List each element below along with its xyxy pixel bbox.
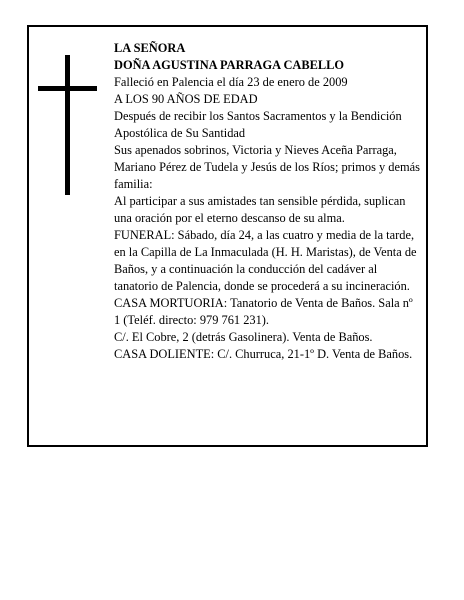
sacraments-paragraph: Después de recibir los Santos Sacramentos y la Bendición Apostólica de Su Santidad: [114, 109, 402, 140]
death-date-line: Falleció en Palencia el día 23 de enero de 2009: [114, 75, 348, 89]
request-paragraph: Al participar a sus amistades tan sensible pérdida, suplican una oración por el eterno descanso de su alma.: [114, 194, 406, 225]
heading-title: LA SEÑORA: [114, 41, 186, 55]
mourning-house-paragraph: CASA DOLIENTE: C/. Churruca, 21-1º D. Venta de Baños.: [114, 347, 413, 361]
obituary-text: [114, 40, 422, 363]
address-paragraph: C/. El Cobre, 2 (detrás Gasolinera). Venta de Baños.: [114, 330, 373, 344]
deceased-name: DOÑA AGUSTINA PARRAGA CABELLO: [114, 58, 345, 72]
age-line: A LOS 90 AÑOS DE EDAD: [114, 92, 258, 106]
mortuary-paragraph: CASA MORTUORIA: Tanatorio de Venta de Baños. Sala nº 1 (Teléf. directo: 979 761 231).: [114, 296, 413, 327]
cross-icon-horizontal-bar: [38, 86, 97, 91]
cross-icon-vertical-bar: [65, 55, 70, 195]
funeral-paragraph: FUNERAL: Sábado, día 24, a las cuatro y media de la tarde, en la Capilla de La Inmaculada (H. H. Maristas), de Venta de Baños, y a continuación la conducción del cadáver al tanatorio de Palencia, donde se procederá a su incineración.: [114, 228, 417, 293]
family-paragraph: Sus apenados sobrinos, Victoria y Nieves Aceña Parraga, Mariano Pérez de Tudela y Jesús de los Ríos; primos y demás familia:: [114, 143, 420, 191]
